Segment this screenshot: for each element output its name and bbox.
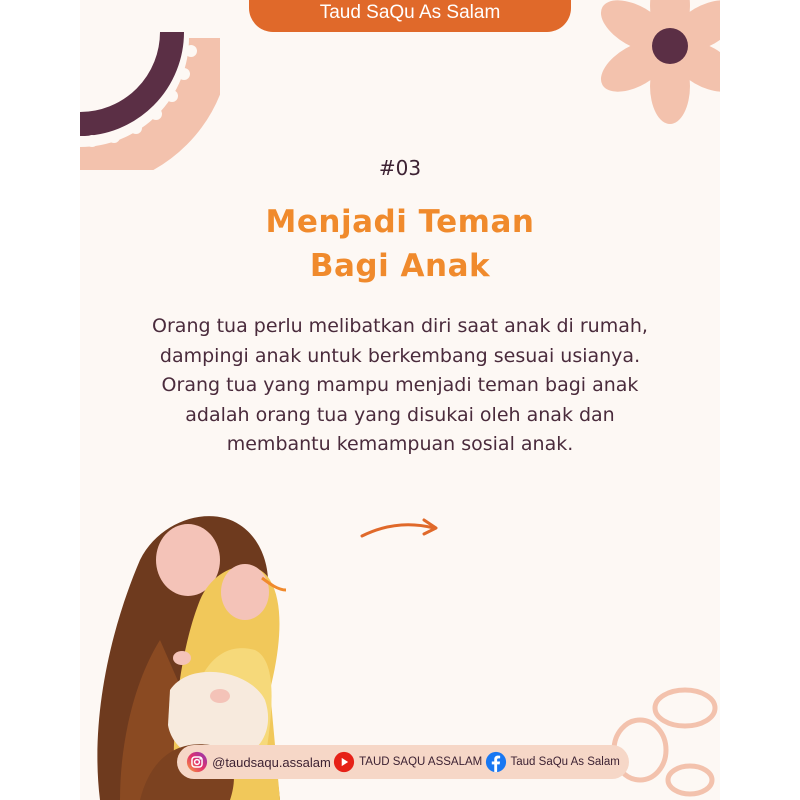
rainbow-arc-decoration [80,0,220,170]
flower-decoration [575,0,720,140]
social-item-instagram[interactable] [186,751,331,773]
account-title-banner [249,0,571,32]
instagram-handle: @taudsaqu.assalam [212,754,331,770]
social-item-facebook[interactable] [485,751,620,773]
instagram-icon [186,751,208,773]
post-title [80,200,720,288]
social-item-youtube[interactable] [333,751,482,773]
youtube-channel: TAUD SAQU ASSALAM [359,756,483,768]
facebook-page: Taud SaQu As Salam [510,756,620,768]
arrow-right-icon [358,514,442,542]
social-links-bar [177,745,629,779]
post-card [80,0,720,800]
facebook-icon [485,751,507,773]
account-title: Taud SaQu As Salam [319,2,501,23]
rings-decoration [600,680,720,800]
post-title-line-1: Menjadi Teman [265,204,535,240]
youtube-icon [333,751,355,773]
post-body: Orang tua perlu melibatkan diri saat anak di rumah, dampingi anak untuk berkembang sesuai usianya. Orang tua yang mampu menjadi teman bagi anak adalah orang tua yang disukai oleh anak dan membantu kemampuan sosial anak. [152,315,648,455]
post-number: #03 [378,156,422,180]
post-title-line-2: Bagi Anak [309,248,491,284]
